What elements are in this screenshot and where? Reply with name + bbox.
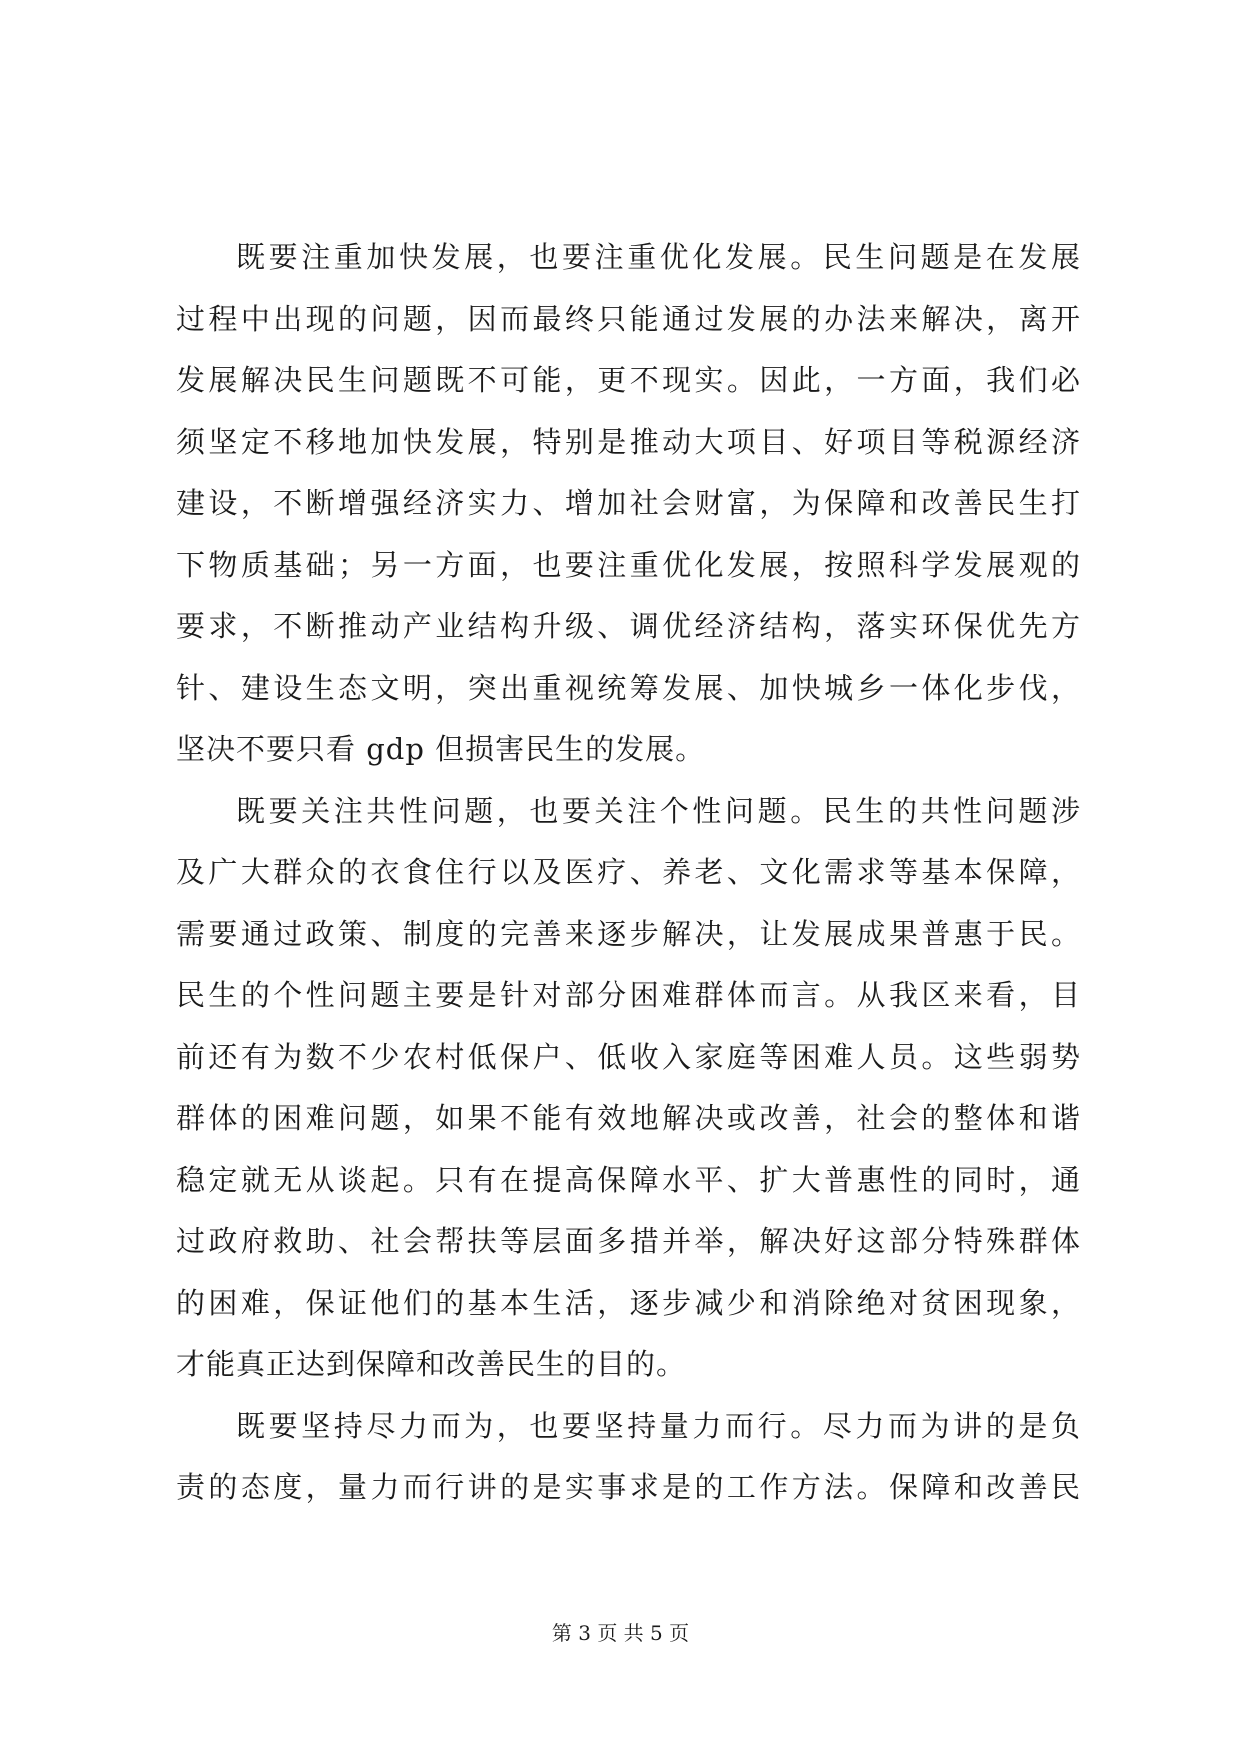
paragraph-2-line-2: 及广大群众的衣食住行以及医疗、养老、文化需求等基本保障， (176, 855, 1081, 889)
paragraph-1-line-9: 坚决不要只看 gdp 但损害民生的发展。 (176, 732, 706, 766)
paragraph-2-line-6: 群体的困难问题，如果不能有效地解决或改善，社会的整体和谐 (176, 1101, 1081, 1135)
paragraph-1-line-7: 要求，不断推动产业结构升级、调优经济结构，落实环保优先方 (176, 609, 1081, 643)
document-body (176, 227, 1081, 1519)
paragraph-1-line-1: 既要注重加快发展，也要注重优化发展。民生问题是在发展 (236, 240, 1081, 274)
paragraph-1-line-8: 针、建设生态文明，突出重视统筹发展、加快城乡一体化步伐， (176, 670, 1081, 705)
paragraph-1-line-6: 下物质基础；另一方面，也要注重优化发展，按照科学发展观的 (176, 547, 1081, 582)
paragraph-2-line-8: 过政府救助、社会帮扶等层面多措并举，解决好这部分特殊群体 (176, 1224, 1081, 1258)
paragraph-3-line-1: 既要坚持尽力而为，也要坚持量力而行。尽力而为讲的是负 (236, 1408, 1081, 1443)
page-number-footer: 第 3 页 共 5 页 (551, 1621, 690, 1645)
paragraph-1-line-2: 过程中出现的问题，因而最终只能通过发展的办法来解决，离开 (176, 301, 1081, 336)
paragraph-2-line-5: 前还有为数不少农村低保户、低收入家庭等困难人员。这些弱势 (176, 1039, 1081, 1074)
paragraph-2-line-1: 既要关注共性问题，也要关注个性问题。民生的共性问题涉 (236, 793, 1081, 828)
paragraph-2-line-10: 才能真正达到保障和改善民生的目的。 (176, 1347, 687, 1381)
paragraph-1-line-5: 建设，不断增强经济实力、增加社会财富，为保障和改善民生打 (176, 486, 1081, 520)
paragraph-2-line-9: 的困难，保证他们的基本生活，逐步减少和消除绝对贫困现象， (176, 1285, 1081, 1320)
paragraph-2-line-3: 需要通过政策、制度的完善来逐步解决，让发展成果普惠于民。 (176, 916, 1081, 951)
paragraph-3-line-2: 责的态度，量力而行讲的是实事求是的工作方法。保障和改善民 (176, 1470, 1081, 1504)
paragraph-2-line-4: 民生的个性问题主要是针对部分困难群体而言。从我区来看，目 (176, 978, 1081, 1012)
paragraph-1-line-4: 须坚定不移地加快发展，特别是推动大项目、好项目等税源经济 (176, 424, 1081, 459)
paragraph-2-line-7: 稳定就无从谈起。只有在提高保障水平、扩大普惠性的同时，通 (176, 1162, 1081, 1197)
paragraph-1-line-3: 发展解决民生问题既不可能，更不现实。因此，一方面，我们必 (176, 363, 1081, 397)
